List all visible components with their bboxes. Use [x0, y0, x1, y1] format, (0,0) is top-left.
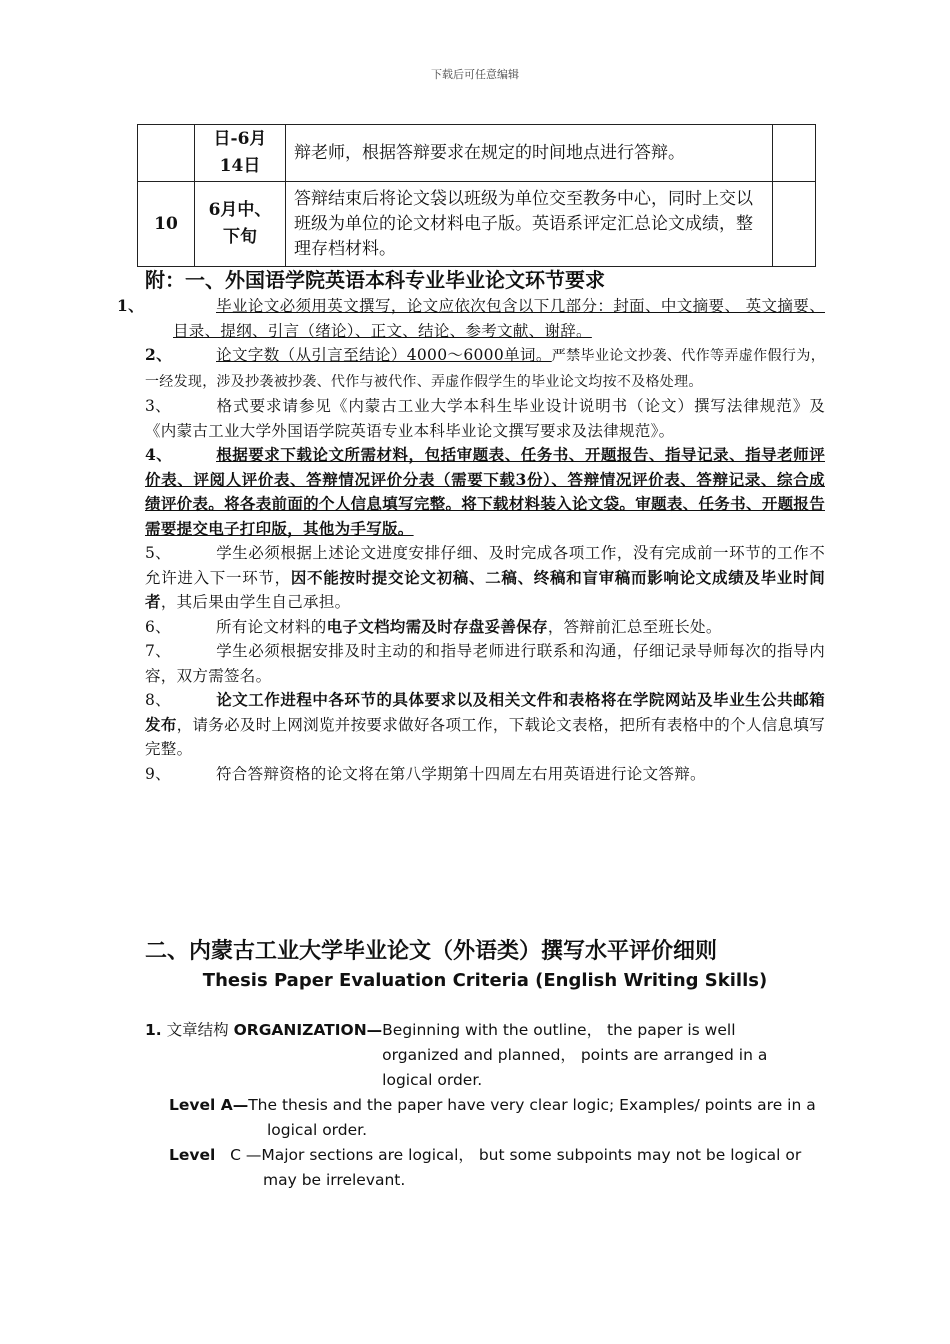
level-text: Major sections are logical， but some subpoints may not be logical or may be irrelevant.: [261, 1146, 802, 1189]
item-number: 4、: [145, 445, 172, 464]
item-text: 所有论文材料的: [216, 617, 327, 636]
row-date-cell: [195, 125, 286, 182]
row-number-cell: [138, 125, 195, 182]
table-row: [138, 125, 816, 182]
criteria-label: [145, 1018, 382, 1093]
item-text: 学生必须根据上述论文进度安排仔细、及时完成各项工作，没有完成前一环节的工作不允许进入下一环节，: [145, 544, 825, 587]
item-text-bold: 电子文档均需及时存盘妥善保存: [326, 616, 548, 636]
appendix-title: 附：一、外国语学院英语本科专业毕业论文环节要求: [145, 268, 605, 292]
list-item: [145, 541, 825, 615]
page-header: 下载后可任意编辑: [431, 68, 519, 81]
level-item: [169, 1093, 825, 1143]
list-item: [145, 688, 825, 762]
criteria-label-cn: 文章结构: [166, 1021, 229, 1039]
item-text: ，其后果由学生自己承担。: [160, 593, 351, 611]
list-item: [145, 394, 825, 443]
level-dash: C —: [230, 1146, 262, 1164]
row-description-cell: 辩老师，根据答辩要求在规定的时间地点进行答辩。: [286, 125, 773, 182]
row-date-cell: [195, 182, 286, 267]
level-item: [169, 1143, 825, 1193]
evaluation-section: [145, 936, 825, 1193]
level-text: The thesis and the paper have very clear logic; Examples/ points are in a logical order.: [248, 1096, 816, 1139]
schedule-table: [137, 124, 816, 267]
row-description-cell: 答辩结束后将论文袋以班级为单位交至教务中心，同时上交以班级为单位的论文材料电子版。英语系评定汇总论文成绩，整理存档材料。: [286, 182, 773, 267]
date-line: 14日: [219, 156, 261, 176]
section-title: 二、内蒙古工业大学毕业论文（外语类）撰写水平评价细则: [145, 939, 718, 964]
criteria-description: Beginning with the outline， the paper is well organized and planned， points are arranged in a logical order.: [382, 1021, 768, 1089]
criteria-label-en: ORGANIZATION—: [233, 1021, 383, 1039]
item-text: 根据要求下载论文所需材料，包括审题表、任务书、开题报告、指导记录、指导老师评价表、评阅人评价表、答辩情况评价分表（需要下载3份）、答辩情况评价表、答辩记录、综合成绩评价表。将各表前面的个人信息填写完整。将下载材料装入论文袋。审题表、任务书、开题报告需要提交电子打印版，其他为手写版。: [145, 445, 825, 538]
item-number: 8、: [145, 691, 171, 709]
item-number: 5、: [145, 544, 171, 562]
item-text-bold: 论文工作进程中各环节的具体要求以及相关文件和表格将在学院网站及毕业生公共邮箱发布: [145, 690, 825, 734]
item-number: 3、: [145, 397, 171, 415]
list-item: [145, 443, 825, 541]
date-line: 下旬: [223, 227, 257, 247]
section-subtitle: Thesis Paper Evaluation Criteria (English Writing Skills): [202, 970, 768, 991]
list-item: [145, 639, 825, 688]
row-number-cell: 10: [138, 182, 195, 267]
item-number: 7、: [145, 642, 171, 660]
item-number: 2、: [145, 345, 172, 364]
item-text: 毕业论文必须用英文撰写，论文应依次包含以下几部分：封面、中文摘要、 英文摘要、目录、提纲、引言（绪论）、正文、结论、参考文献、谢辞。: [173, 297, 825, 340]
item-number: 6、: [145, 617, 171, 636]
item-number: 1、: [117, 296, 144, 315]
row-empty-cell: [773, 182, 816, 267]
row-empty-cell: [773, 125, 816, 182]
list-item: [117, 294, 825, 343]
item-text: 符合答辩资格的论文将在第八学期第十四周左右用英语进行论文答辩。: [216, 764, 706, 783]
list-item: [145, 615, 825, 640]
item-text: 格式要求请参见《内蒙古工业大学本科生毕业设计说明书（论文）撰写法律规范》及《内蒙古工业大学外国语学院英语专业本科毕业论文撰写要求及法律规范》。: [145, 397, 825, 440]
date-line: 日-6月: [213, 129, 267, 149]
item-number: 9、: [145, 764, 171, 783]
level-label: Level: [169, 1146, 216, 1164]
list-item: [145, 762, 825, 787]
appendix-section: [117, 266, 826, 786]
item-text: ，请务必及时上网浏览并按要求做好各项工作，下载论文表格，把所有表格中的个人信息填写完整。: [145, 715, 825, 758]
table-row: [138, 182, 816, 267]
level-label: Level A—: [169, 1096, 249, 1114]
criteria-number: 1.: [145, 1021, 162, 1039]
item-text: ，答辩前汇总至班长处。: [547, 617, 722, 636]
date-line: 6月中、: [208, 200, 272, 220]
item-text-bold: 因不能按时提交论文初稿、二稿、终稿和盲审稿而影响论文成绩及毕业时间者: [145, 567, 826, 611]
item-text: 严禁毕业论文抄袭、代作等弄虚作假行为，一经发现，涉及抄袭被抄袭、代作与被代作、弄虚作假学生的毕业论文均按不及格处理。: [145, 348, 826, 390]
item-text: 学生必须根据安排及时主动的和指导老师进行联系和沟通，仔细记录导师每次的指导内容，双方需签名。: [145, 642, 825, 685]
item-text-underlined: 论文字数（从引言至结论）4000～6000单词。: [216, 346, 552, 364]
criteria-item: [145, 1018, 825, 1093]
list-item: [145, 343, 825, 394]
